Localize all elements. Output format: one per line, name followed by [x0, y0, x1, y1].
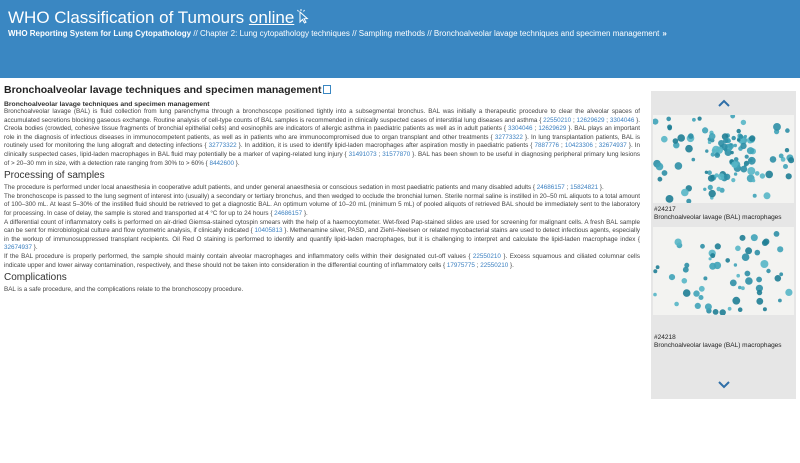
- section-subtitle: Bronchoalveolar lavage techniques and specimen management: [4, 101, 210, 108]
- page-title-text: Bronchoalveolar lavage techniques and specimen management: [4, 84, 322, 96]
- cell-dot: [683, 267, 689, 273]
- cell-dot: [756, 277, 762, 283]
- paragraph-text: The procedure is performed under local anaesthesia in cooperative adult patients, and under general anaesthesia or conscious sedation in most paediatric patients and many disabled adults {: [4, 184, 537, 192]
- reference-link[interactable]: 3304046: [508, 125, 533, 133]
- cell-dot: [703, 188, 706, 191]
- cell-dot: [673, 138, 679, 144]
- paragraph-text: The bronchoscope is passed to the lung segment of interest into (usually) a secondary or tertiary bronchus, and then wedged to occlude the bronchial lumen. Sterile normal saline is instilled in 20–50 mL aliquots to a total amount of 100–300 mL. At least 5–30% of the instilled fluid should be retrieved to get a diagnostic BAL. An optimum volume of 10–20 mL (minimum 5 mL) of pooled aliquots of retrieved BAL should be immediately sent to the laboratory for processing. In case of delay, the sample is stored and transported at 4 °C for up to 24 hours {: [4, 192, 640, 217]
- processing-paragraph-4: [4, 253, 640, 270]
- cell-dot: [731, 161, 738, 168]
- reference-link[interactable]: 22550210: [472, 252, 501, 260]
- cell-dot: [779, 154, 784, 159]
- brand-title[interactable]: WHO Classification of Tumours: [8, 8, 249, 27]
- cell-dot: [692, 158, 696, 162]
- cell-dot: [728, 307, 732, 311]
- cell-dot: [741, 286, 745, 290]
- cell-dot: [730, 280, 737, 287]
- cell-dot: [656, 265, 660, 269]
- cursor-click-icon: [295, 8, 311, 29]
- cell-dot: [736, 274, 740, 278]
- reference-link[interactable]: 32674937: [598, 142, 627, 150]
- cell-dot: [715, 243, 721, 249]
- cell-dot: [735, 246, 741, 252]
- reference-link[interactable]: 32773322: [208, 142, 237, 150]
- cell-dot: [745, 247, 752, 254]
- cell-dot: [675, 162, 683, 170]
- cell-dot: [709, 257, 712, 260]
- cell-dot: [766, 269, 770, 273]
- image-2-caption[interactable]: Bronchoalveolar lavage (BAL) macrophages: [654, 342, 782, 349]
- image-2-number: #24218: [654, 334, 676, 341]
- cell-dot: [779, 272, 783, 276]
- cell-dot: [785, 148, 789, 152]
- chevron-down-icon: [717, 380, 731, 390]
- site-brand[interactable]: [8, 8, 311, 29]
- cell-dot: [715, 173, 719, 177]
- cell-dot: [730, 151, 733, 154]
- cell-dot: [773, 123, 781, 131]
- paragraph-text: }.: [508, 261, 514, 269]
- cell-dot: [700, 244, 705, 249]
- cell-dot: [718, 173, 725, 180]
- paragraph-text: If the BAL procedure is properly performed, the sample should mainly contain alveolar macrophages and inflammatory cells within their designated cut-off values {: [4, 252, 473, 260]
- cell-dot: [755, 250, 761, 256]
- paragraph-text: }. In clinically suspected cases, lipid-laden macrophages in BAL fluid may potentially be a marker of vaping-related lung injury {: [4, 142, 640, 158]
- cell-dot: [757, 290, 762, 295]
- cell-dot: [753, 194, 757, 198]
- reference-link[interactable]: 3304046: [609, 116, 635, 124]
- complications-paragraph: BAL is a safe procedure, and the complications relate to the bronchoscopy procedure.: [4, 286, 244, 294]
- cell-dot: [740, 235, 746, 241]
- cell-dot: [716, 152, 719, 155]
- cell-dot: [774, 231, 780, 237]
- cell-dot: [770, 156, 777, 163]
- paragraph-text: }.: [233, 159, 240, 167]
- cell-dot: [666, 195, 674, 203]
- cell-dot: [708, 185, 713, 190]
- cell-dot: [737, 138, 741, 142]
- breadcrumb: [8, 29, 667, 38]
- paragraph-text: }.: [302, 209, 308, 217]
- cell-dot: [785, 128, 790, 133]
- cell-dot: [763, 307, 767, 311]
- image-carousel: [651, 91, 796, 399]
- cell-dot: [755, 171, 760, 176]
- cell-dot: [653, 293, 657, 297]
- page-title: [4, 84, 640, 96]
- reference-link[interactable]: 10405813: [254, 227, 283, 235]
- paragraph-text: }. BAL has been shown to be useful in diagnosing peripheral primary lung lesions of > 20–30 mm in size, with a detection rate ranging from 30% to > 60% {: [4, 150, 640, 167]
- paragraph-text: }. Excess squamous and ciliated columnar cells indicate upper and lower airway contamination, respectively, and these should not be taken into consideration in the differential counting of inflammatory cells {: [4, 252, 640, 269]
- double-chevron-down-icon[interactable]: »: [662, 29, 667, 38]
- cell-dot: [732, 136, 736, 140]
- reference-link[interactable]: 32773322: [494, 133, 523, 141]
- paragraph-text: ;: [592, 142, 599, 150]
- cell-dot: [662, 170, 668, 176]
- reference-link[interactable]: 22550210: [480, 261, 509, 269]
- reference-link[interactable]: 17975775: [446, 261, 475, 269]
- processing-paragraph-1: [4, 184, 640, 193]
- brand-online-link[interactable]: online: [248, 8, 295, 27]
- cell-dot: [710, 253, 715, 258]
- reference-link[interactable]: 32674937: [4, 244, 33, 252]
- cell-dot: [725, 258, 730, 263]
- breadcrumb-system[interactable]: WHO Reporting System for Lung Cytopathology: [8, 29, 192, 38]
- cell-dot: [699, 295, 704, 300]
- intro-paragraph: [4, 108, 640, 168]
- cell-dot: [740, 166, 747, 173]
- paragraph-text: ;: [571, 116, 577, 124]
- cell-dot: [705, 171, 708, 174]
- reference-link[interactable]: 7887776: [534, 142, 559, 150]
- paragraph-text: ;: [604, 116, 610, 124]
- cell-dot: [699, 286, 705, 292]
- cell-dot: [686, 199, 691, 203]
- cell-dot: [688, 133, 694, 139]
- cell-dot: [723, 138, 728, 143]
- paragraph-text: }. Methenamine silver, PASD, and Ziehl–Neelsen or related mycobacterial stains are used to detect infectious agents, especially in the workup of immunosuppressed transplant recipients. Oil Red O staining is performed to identify and quantify lipid-laden macrophages, but it is challenging to interpret and calculate the lipid-laden macrophage index {: [4, 227, 640, 243]
- paragraph-text: ;: [559, 142, 565, 150]
- cell-dot: [734, 144, 737, 147]
- cell-dot: [682, 278, 688, 284]
- cell-dot: [667, 125, 672, 130]
- image-1-caption[interactable]: Bronchoalveolar lavage (BAL) macrophages: [654, 214, 782, 221]
- paragraph-text: }.: [598, 184, 604, 192]
- cell-dot: [730, 115, 735, 119]
- cell-dot: [702, 127, 708, 133]
- cell-dot: [732, 297, 740, 305]
- reference-link[interactable]: 12629629: [538, 125, 567, 133]
- cell-dot: [786, 173, 792, 179]
- paragraph-text: ;: [564, 184, 571, 192]
- paragraph-text: Bronchoalveolar lavage (BAL) is fluid collection from lung parenchyma through a bronchoscope positioned tightly into a subsegmental bronchus. BAL was initially a therapeutic procedure to clear the alveolar spaces of accumulated secretions blocking gaseous exchange. Routine analysis of cell-type counts of BAL samples is recommended in clinically suspected cases of interstitial lung diseases and asthma {: [4, 108, 640, 124]
- chevron-up-icon: [717, 98, 731, 108]
- cell-dot: [705, 303, 712, 310]
- paragraph-text: }.: [32, 244, 38, 252]
- carousel-image-2[interactable]: [653, 227, 794, 315]
- cell-dot: [717, 187, 722, 192]
- cell-dot: [666, 117, 671, 122]
- cell-dot: [661, 136, 668, 143]
- cell-dot: [748, 157, 756, 165]
- carousel-up-button[interactable]: [651, 92, 796, 114]
- external-link-icon[interactable]: [323, 85, 331, 94]
- paragraph-text: }. BAL plays an important role in the diagnosis of infectious diseases in immunocompetent patients, as well as in patients who are immunocompromised due to organ transplant and other treatments {: [4, 125, 640, 141]
- cell-dot: [709, 190, 716, 197]
- site-header: [0, 0, 800, 78]
- cell-dot: [756, 298, 763, 305]
- cell-dot: [709, 133, 716, 140]
- paragraph-text: ;: [532, 125, 539, 133]
- cell-dot: [775, 275, 782, 282]
- cell-dot: [685, 145, 693, 153]
- cell-dot: [731, 178, 735, 182]
- cell-dot: [675, 239, 682, 246]
- cell-dot: [712, 149, 716, 153]
- paragraph-text: }. Creola bodies (crowded, cohesive tissue fragments of bronchial epithelial cells) and eosinophils are indicators of allergic asthma in paediatric patients as well as in adult patients {: [4, 116, 640, 133]
- cell-dot: [703, 276, 707, 280]
- paragraph-text: }. In addition, it is used to identify lipid-laden macrophages after aspiration mostly in paediatric patients {: [236, 142, 535, 150]
- reference-link[interactable]: 24686157: [274, 209, 303, 217]
- paragraph-text: A differential count of inflammatory cells is performed on air-dried Giemsa-stained cytospin smears with the help of a haemocytometer. Wet-fixed Pap-stained slides are used for screening for malignant cells. A fresh BAL sample can be sent for microbiological culture and flow cytometric analysis, if clinically indicated {: [4, 218, 640, 235]
- cell-dot: [751, 234, 758, 241]
- cell-dot: [693, 290, 699, 296]
- cell-dot: [783, 164, 788, 169]
- cell-dot: [656, 163, 664, 171]
- processing-paragraph-3: [4, 219, 640, 253]
- image-1-number: #24217: [654, 206, 676, 213]
- processing-heading: Processing of samples: [4, 170, 105, 182]
- paragraph-text: ;: [474, 261, 481, 269]
- cell-dot: [698, 117, 702, 121]
- cell-dot: [785, 289, 792, 296]
- cell-dot: [695, 303, 701, 309]
- cell-dot: [765, 171, 773, 179]
- cell-dot: [692, 118, 696, 122]
- cell-dot: [713, 309, 719, 315]
- cell-dot: [653, 269, 657, 273]
- cell-dot: [760, 173, 765, 178]
- article-content: [4, 82, 640, 463]
- cell-dot: [747, 167, 755, 175]
- cell-dot: [738, 286, 742, 290]
- cell-dot: [705, 149, 708, 152]
- cell-dot: [720, 309, 726, 315]
- cell-dot: [745, 277, 753, 285]
- cell-dot: [739, 134, 744, 139]
- reference-link[interactable]: 31577870: [382, 150, 411, 158]
- cell-dot: [709, 263, 716, 270]
- carousel-image-1[interactable]: [653, 115, 794, 203]
- complications-heading: Complications: [4, 272, 67, 284]
- cell-dot: [742, 253, 750, 261]
- carousel-down-button[interactable]: [651, 374, 796, 396]
- cell-dot: [749, 135, 755, 141]
- cell-dot: [658, 177, 663, 182]
- cell-dot: [764, 192, 771, 199]
- cell-dot: [741, 120, 746, 125]
- processing-paragraph-2: [4, 193, 640, 219]
- cell-dot: [745, 271, 751, 277]
- cell-dot: [752, 179, 755, 182]
- cell-dot: [681, 189, 689, 197]
- cell-dot: [788, 157, 794, 163]
- cell-dot: [778, 299, 782, 303]
- cell-dot: [747, 147, 754, 154]
- reference-link[interactable]: 31491073: [348, 150, 377, 158]
- reference-link[interactable]: 24686157: [536, 184, 565, 192]
- cell-dot: [669, 274, 675, 280]
- reference-link[interactable]: 22550210: [543, 116, 572, 124]
- cell-dot: [734, 172, 737, 175]
- cell-dot: [724, 148, 728, 152]
- cell-dot: [724, 174, 730, 180]
- cell-dot: [777, 246, 783, 252]
- paragraph-text: }. In lung transplantation patients, BAL is routinely used for monitoring the lung allograft and detecting infections {: [4, 133, 640, 150]
- cell-dot: [745, 155, 749, 159]
- paragraph-text: ;: [376, 150, 383, 158]
- cell-dot: [762, 240, 768, 246]
- cell-dot: [760, 260, 768, 268]
- reference-link[interactable]: 15824821: [570, 184, 599, 192]
- cell-dot: [684, 263, 689, 268]
- reference-link[interactable]: 10423306: [564, 142, 593, 150]
- cell-dot: [744, 135, 747, 138]
- cell-dot: [740, 143, 746, 149]
- reference-link[interactable]: 8442600: [209, 159, 234, 167]
- cell-dot: [737, 129, 741, 133]
- cell-dot: [734, 263, 737, 266]
- cell-dot: [683, 289, 691, 297]
- cell-dot: [674, 302, 679, 307]
- cell-dot: [677, 134, 685, 142]
- cell-dot: [738, 307, 743, 312]
- breadcrumb-path[interactable]: // Chapter 2: Lung cytopathology techniques // Sampling methods // Bronchoalveolar lavage techniques and specimen management: [191, 29, 660, 38]
- reference-link[interactable]: 12629629: [576, 116, 605, 124]
- cell-dot: [708, 175, 715, 182]
- cell-dot: [653, 119, 658, 125]
